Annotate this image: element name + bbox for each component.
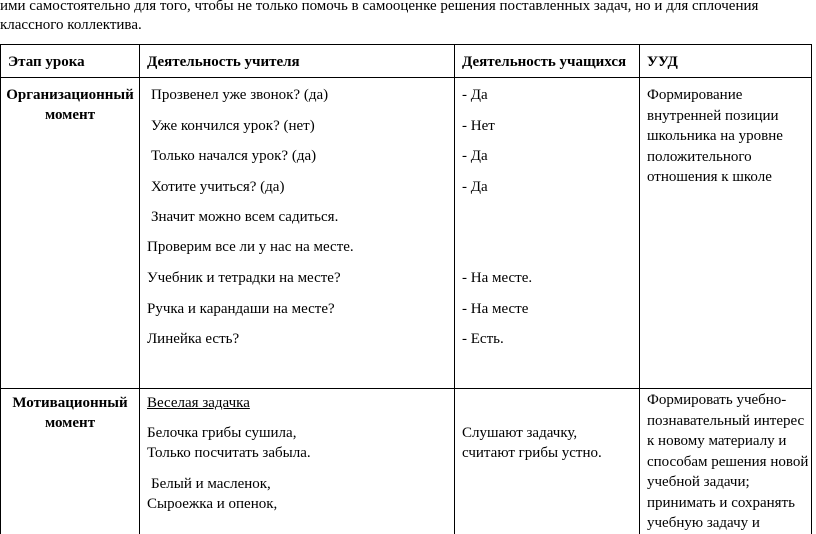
stage-line: момент xyxy=(44,107,96,123)
teacher-line: Только посчитать забыла. xyxy=(147,445,311,461)
students-line: - Да xyxy=(462,87,488,103)
intro-line-2: классного коллектива. xyxy=(0,17,142,33)
stage-cell xyxy=(1,393,139,433)
uud-line: положительного xyxy=(647,148,752,165)
teacher-line: Ручка и карандаши на месте? xyxy=(147,301,335,317)
students-line: - На месте xyxy=(462,301,529,317)
header-stage: Этап урока xyxy=(8,54,85,70)
students-line: - Да xyxy=(462,148,488,164)
uud-line: принимать и сохранять xyxy=(647,494,795,511)
lesson-table xyxy=(0,44,812,534)
uud-line: учебной задачи; xyxy=(647,474,750,490)
teacher-line: Только начался урок? (да) xyxy=(151,148,317,164)
header-uud: УУД xyxy=(647,54,678,70)
students-line: - Нет xyxy=(462,118,495,134)
uud-line: познавательный интерес xyxy=(647,412,805,429)
uud-line: отношения к школе xyxy=(647,169,772,185)
column-divider xyxy=(454,45,455,534)
header-divider xyxy=(1,77,811,78)
uud-line: Формирование xyxy=(647,87,743,103)
uud-cell xyxy=(647,390,808,534)
teacher-line: Хотите учиться? (да) xyxy=(151,179,285,195)
uud-line: школьника на уровне xyxy=(647,128,783,144)
stage-line: Мотивационный xyxy=(12,395,128,411)
teacher-line: Учебник и тетрадки на месте? xyxy=(147,270,341,286)
students-line: - Есть. xyxy=(462,331,504,347)
teacher-line: Значит можно всем садиться. xyxy=(151,209,339,225)
students-line: - На месте. xyxy=(462,270,533,286)
teacher-line: Уже кончился урок? (нет) xyxy=(151,118,315,134)
column-divider xyxy=(139,45,140,534)
students-line: Слушают задачку, xyxy=(462,425,578,441)
uud-cell xyxy=(647,85,783,188)
riddle-title: Веселая задачка xyxy=(147,395,250,411)
uud-line: Формировать учебно- xyxy=(647,392,787,408)
students-line: считают грибы устно. xyxy=(462,445,602,461)
uud-line: учебную задачу и xyxy=(647,515,760,531)
teacher-line: Белый и масленок, xyxy=(151,476,271,492)
stage-cell xyxy=(1,85,139,125)
uud-line: внутренней позиции xyxy=(647,107,779,124)
column-divider xyxy=(639,45,640,534)
teacher-line: Белочка грибы сушила, xyxy=(147,425,297,441)
row-divider xyxy=(1,388,811,389)
teacher-line: Сыроежка и опенок, xyxy=(147,496,278,512)
header-teacher: Деятельность учителя xyxy=(147,54,300,70)
stage-line: Организационный xyxy=(6,87,134,103)
header-students: Деятельность учащихся xyxy=(462,54,627,70)
stage-line: момент xyxy=(44,415,96,431)
intro-line-1: ими самостоятельно для того, чтобы не только помочь в самооценке решения поставленных задач, но и для сплочения xyxy=(0,0,759,14)
uud-line: к новому материалу и xyxy=(647,433,787,449)
uud-line: способам решения новой xyxy=(647,453,809,470)
teacher-line: Проверим все ли у нас на месте. xyxy=(147,239,354,255)
teacher-line: Линейка есть? xyxy=(147,331,240,347)
teacher-line: Прозвенел уже звонок? (да) xyxy=(151,87,329,103)
students-line: - Да xyxy=(462,179,488,195)
